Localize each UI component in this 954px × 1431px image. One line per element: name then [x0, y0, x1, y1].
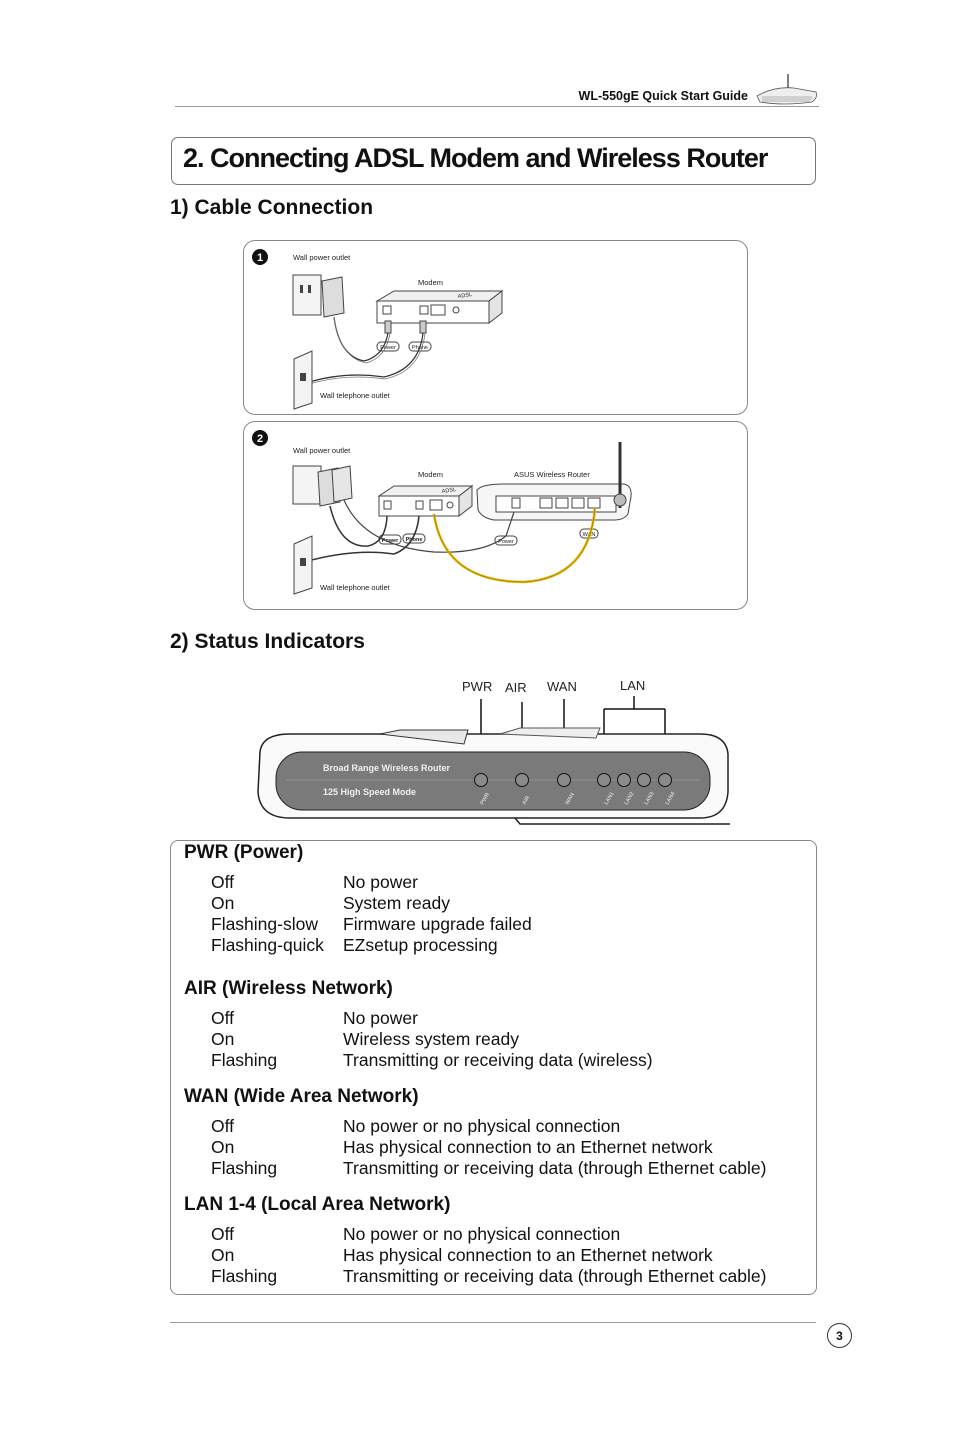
section-title-status-indicators: 2) Status Indicators — [170, 630, 365, 653]
led-mark-lan2: LAN2 — [623, 791, 636, 806]
lan4-led-icon — [659, 774, 672, 787]
lan-led-label: LAN — [620, 678, 646, 693]
wan-led-label: WAN — [547, 679, 577, 694]
led-mark-lan1: LAN1 — [603, 791, 616, 806]
table-row — [211, 1158, 766, 1179]
step-1-number: 1 — [256, 252, 264, 264]
state: Flashing — [211, 1050, 278, 1070]
led-mark-lan3: LAN3 — [643, 791, 656, 806]
pwr-led-icon — [475, 774, 488, 787]
modem-brand: ADSL — [457, 292, 473, 300]
state: On — [211, 1245, 235, 1265]
pwr-led-label: PWR — [462, 679, 493, 694]
router-front-panel — [250, 672, 740, 828]
wall-power-label: Wall power outlet — [293, 253, 351, 262]
wall-power-outlet-icon — [293, 466, 321, 504]
state: On — [211, 1137, 235, 1157]
modem-label: Modem — [418, 278, 444, 287]
led-mark-wan: WAN — [564, 792, 577, 806]
table-row — [211, 1008, 653, 1029]
header-rule — [175, 106, 819, 107]
power-cable-icon — [334, 317, 388, 361]
power-adapter-icon — [322, 277, 344, 317]
power-tag: Power — [381, 538, 399, 544]
state: On — [211, 893, 235, 913]
svg-text:Power: Power — [380, 345, 396, 351]
diagram-step-2 — [243, 421, 748, 610]
cable-diagram-1 — [244, 241, 749, 416]
lan2-led-icon — [618, 774, 631, 787]
state: Flashing-quick — [211, 935, 324, 955]
footer-rule — [170, 1322, 816, 1323]
wall-telephone-label: Wall telephone outlet — [320, 391, 390, 400]
table-row — [211, 1224, 766, 1245]
group-title-lan: LAN 1-4 (Local Area Network) — [184, 1194, 451, 1215]
page-number: 3 — [827, 1323, 852, 1348]
router-logo-icon — [754, 72, 820, 108]
led-mark-pwr: PWR — [479, 791, 492, 806]
state: Flashing-slow — [211, 914, 318, 934]
lan1-led-icon — [598, 774, 611, 787]
wall-power-outlet-icon — [293, 275, 321, 315]
table-row — [211, 914, 532, 935]
state: Off — [211, 1224, 235, 1244]
phone-cable-icon — [306, 333, 423, 383]
air-led-icon — [516, 774, 529, 787]
description: No power — [343, 1008, 418, 1028]
step-2-number: 2 — [256, 433, 264, 445]
table-row — [211, 872, 532, 893]
air-led-label: AIR — [505, 680, 527, 695]
description: Wireless system ready — [343, 1029, 520, 1049]
modem-brand: ADSL — [441, 487, 457, 495]
state: Off — [211, 872, 235, 892]
router-power-tag: Power — [498, 539, 514, 545]
led-mark-air: AIR — [521, 795, 532, 806]
group-title-wan: WAN (Wide Area Network) — [184, 1086, 419, 1107]
phone-cable-icon — [304, 516, 419, 562]
table-row — [211, 1245, 766, 1266]
table-row — [211, 1050, 653, 1071]
description: Transmitting or receiving data (through Ethernet cable) — [343, 1158, 767, 1178]
led-mark-lan4: LAN4 — [664, 791, 677, 806]
phone-tag: Phone — [405, 537, 423, 543]
svg-text:Phone: Phone — [412, 345, 428, 351]
group-title-pwr: PWR (Power) — [184, 842, 304, 863]
wall-telephone-label: Wall telephone outlet — [320, 583, 390, 592]
wan-led-icon — [558, 774, 571, 787]
group-title-air: AIR (Wireless Network) — [184, 978, 393, 999]
state: Flashing — [211, 1158, 278, 1178]
description: No power or no physical connection — [343, 1116, 621, 1136]
state: Flashing — [211, 1266, 278, 1286]
description: Transmitting or receiving data (wireless) — [343, 1050, 653, 1070]
page-title: 2. Connecting ADSL Modem and Wireless Router — [183, 143, 768, 173]
router-label: ASUS Wireless Router — [514, 470, 590, 479]
description: Has physical connection to an Ethernet network — [343, 1137, 713, 1157]
description: EZsetup processing — [343, 935, 498, 955]
table-row — [211, 1116, 766, 1137]
state: Off — [211, 1008, 235, 1028]
description: No power — [343, 872, 418, 892]
group-rows-air — [211, 1008, 653, 1071]
modem-top-icon — [377, 291, 502, 301]
state: On — [211, 1029, 235, 1049]
cable-diagram-2 — [244, 422, 749, 611]
table-row — [211, 935, 532, 956]
description: Transmitting or receiving data (through Ethernet cable) — [343, 1266, 767, 1286]
guide-title: WL-550gE Quick Start Guide — [578, 89, 748, 103]
diagram-step-1 — [243, 240, 748, 415]
panel-line-1: Broad Range Wireless Router — [323, 763, 450, 773]
lan3-led-icon — [638, 774, 651, 787]
table-row — [211, 1137, 766, 1158]
modem-power-cable-icon — [330, 506, 387, 546]
description: No power or no physical connection — [343, 1224, 621, 1244]
panel-line-2: 125 High Speed Mode — [323, 787, 417, 797]
group-rows-pwr — [211, 872, 532, 956]
group-rows-lan — [211, 1224, 766, 1287]
description: Has physical connection to an Ethernet network — [343, 1245, 713, 1265]
group-rows-wan — [211, 1116, 766, 1179]
description: Firmware upgrade failed — [343, 914, 532, 934]
wan-tag: WAN — [582, 532, 596, 538]
table-row — [211, 1029, 653, 1050]
table-row — [211, 893, 532, 914]
section-title-cable-connection: 1) Cable Connection — [170, 196, 374, 219]
state: Off — [211, 1116, 235, 1136]
wall-power-label: Wall power outlet — [293, 446, 351, 455]
modem-label: Modem — [418, 470, 444, 479]
description: System ready — [343, 893, 450, 913]
table-row — [211, 1266, 766, 1287]
